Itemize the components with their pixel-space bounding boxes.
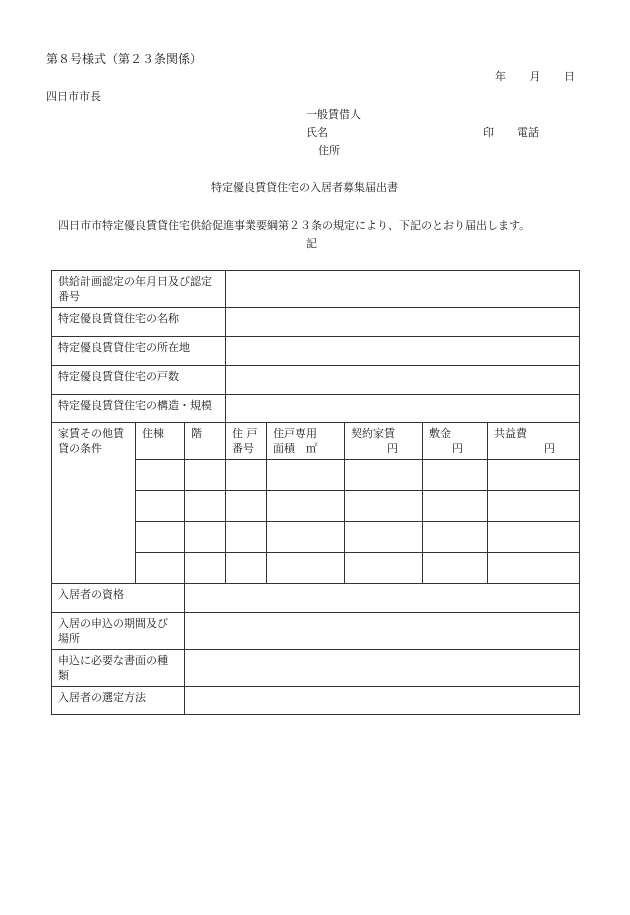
cell-contract-rent[interactable] (345, 522, 423, 553)
header-unit-number (226, 423, 267, 460)
header-deposit-line1: 敷金 (429, 427, 451, 440)
header-deposit-unit: 円 (452, 442, 463, 455)
header-floor: 階 (185, 423, 226, 460)
value-housing-location[interactable] (226, 337, 580, 366)
value-required-documents[interactable] (185, 650, 580, 687)
cell-floor[interactable] (185, 491, 226, 522)
cell-contract-rent[interactable] (345, 553, 423, 584)
application-form-table (51, 270, 580, 715)
cell-floor-area[interactable] (267, 553, 345, 584)
cell-deposit[interactable] (423, 460, 488, 491)
row-housing-name (52, 308, 580, 337)
cell-unit-number[interactable] (226, 491, 267, 522)
value-selection-method[interactable] (185, 687, 580, 715)
cell-building[interactable] (136, 460, 185, 491)
intro-text: 四日市市特定優良賃貸住宅供給促進事業要綱第２３条の規定により、下記のとおり届出します。 (58, 219, 531, 232)
header-contract-rent (345, 423, 423, 460)
ki-label: 記 (306, 237, 317, 250)
value-housing-name[interactable] (226, 308, 580, 337)
document-title: 特定優良賃貸住宅の入居者募集届出書 (211, 181, 398, 194)
row-housing-location (52, 337, 580, 366)
cell-floor-area[interactable] (267, 522, 345, 553)
header-common-fee-line1: 共益費 (494, 427, 527, 440)
row-unit-count (52, 366, 580, 395)
header-floor-area-line1: 住戸専用 (273, 427, 317, 440)
applicant-name-label: 氏名 (306, 126, 328, 139)
date-year: 年 (495, 70, 506, 83)
label-application-period: 入居の申込の期間及び場所 (52, 613, 185, 650)
label-required-documents: 申込に必要な書面の種類 (52, 650, 185, 687)
row-application-period (52, 613, 580, 650)
cell-unit-number[interactable] (226, 522, 267, 553)
row-eligibility (52, 584, 580, 613)
cell-contract-rent[interactable] (345, 491, 423, 522)
addressee: 四日市市長 (46, 90, 101, 103)
applicant-role: 一般賃借人 (306, 108, 361, 121)
cell-floor-area[interactable] (267, 460, 345, 491)
label-structure-scale: 特定優良賃貸住宅の構造・規模 (52, 395, 226, 423)
date-day: 日 (564, 70, 575, 83)
cell-deposit[interactable] (423, 522, 488, 553)
cell-floor-area[interactable] (267, 491, 345, 522)
cell-building[interactable] (136, 553, 185, 584)
applicant-address-label: 住所 (318, 144, 340, 157)
label-housing-name: 特定優良賃貸住宅の名称 (52, 308, 226, 337)
cell-deposit[interactable] (423, 491, 488, 522)
label-unit-count: 特定優良賃貸住宅の戸数 (52, 366, 226, 395)
header-common-fee (488, 423, 580, 460)
cell-common-fee[interactable] (488, 460, 580, 491)
header-unit-number-line1: 住 戸 (232, 427, 258, 440)
form-number: 第８号様式（第２３条関係） (46, 52, 203, 66)
date-month: 月 (529, 70, 541, 83)
cell-floor[interactable] (185, 460, 226, 491)
row-structure-scale (52, 395, 580, 423)
cell-floor[interactable] (185, 522, 226, 553)
cell-common-fee[interactable] (488, 553, 580, 584)
cell-unit-number[interactable] (226, 553, 267, 584)
cell-building[interactable] (136, 491, 185, 522)
date-line (495, 70, 575, 84)
row-selection-method (52, 687, 580, 715)
header-floor-area (267, 423, 345, 460)
label-housing-location: 特定優良賃貸住宅の所在地 (52, 337, 226, 366)
label-approval-info: 供給計画認定の年月日及び認定番号 (52, 271, 226, 308)
cell-common-fee[interactable] (488, 491, 580, 522)
header-unit-number-line2: 番号 (232, 442, 254, 455)
rent-header-row (52, 423, 580, 460)
cell-floor[interactable] (185, 553, 226, 584)
cell-common-fee[interactable] (488, 522, 580, 553)
value-unit-count[interactable] (226, 366, 580, 395)
row-required-documents (52, 650, 580, 687)
value-approval-info[interactable] (226, 271, 580, 308)
header-contract-rent-line1: 契約家賃 (351, 427, 395, 440)
label-selection-method: 入居者の選定方法 (52, 687, 185, 715)
header-building: 住棟 (136, 423, 185, 460)
phone-label: 電話 (517, 126, 539, 139)
header-floor-area-line2: 面積 ㎡ (273, 442, 317, 455)
value-eligibility[interactable] (185, 584, 580, 613)
value-structure-scale[interactable] (226, 395, 580, 423)
header-common-fee-unit: 円 (544, 442, 556, 455)
header-deposit (423, 423, 488, 460)
label-eligibility: 入居者の資格 (52, 584, 185, 613)
cell-unit-number[interactable] (226, 460, 267, 491)
seal-label: 印 (483, 126, 494, 139)
cell-deposit[interactable] (423, 553, 488, 584)
rent-conditions-label: 家賃その他賃貸の条件 (52, 423, 136, 584)
header-contract-rent-unit: 円 (387, 442, 398, 455)
value-application-period[interactable] (185, 613, 580, 650)
cell-building[interactable] (136, 522, 185, 553)
cell-contract-rent[interactable] (345, 460, 423, 491)
row-approval-info (52, 271, 580, 308)
